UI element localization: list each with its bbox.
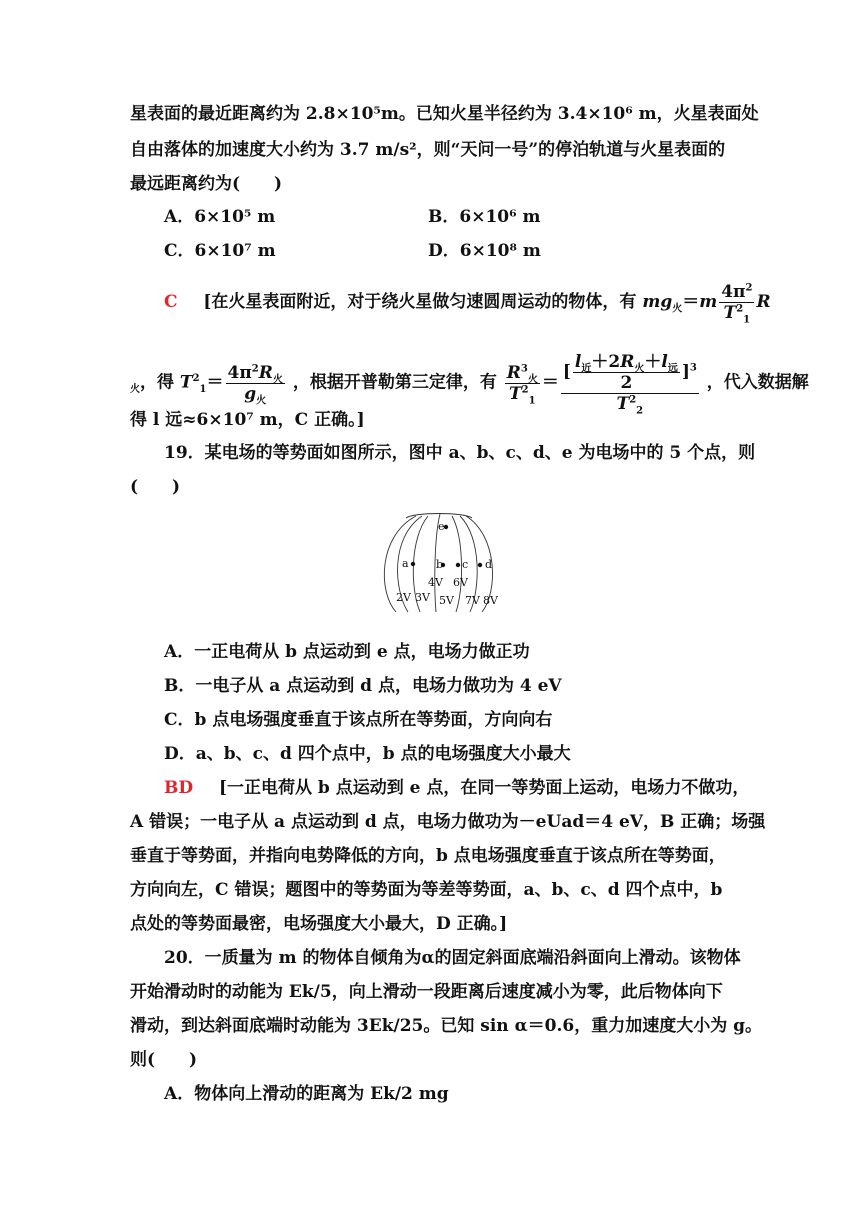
label-2v: 2V [396,591,411,604]
q20-stem-line-3: 滑动，到达斜面底端时动能为 3Ek/25。已知 sin α＝0.6，重力加速度大小为 g。 [130,1016,763,1036]
q19-explanation-line-2: A 错误；一电子从 a 点运动到 d 点，电场力做功为－eUad＝4 eV，B 正确；场强 [130,812,766,832]
q18-option-b: B．6×10⁶ m [428,207,541,227]
q18-explanation-line-2: $_火$，得 $T^2_1=$ $\frac{4\pi^2R_火}{g_火}$ ，根据开普勒第三定律，有 $\frac{R^3_火}{T^2_1}$ ＝ [ $\frac{l_近+2R_火+l_远}{2}$ ]$^3$ $T^2_2$ ，代入数据解 [130,352,809,417]
point-d [478,563,482,567]
q19-option-d: D．a、b、c、d 四个点中，b 点的电场强度大小最大 [164,744,571,764]
q18-explanation-text-1: [在火星表面附近，对于绕火星做匀速圆周运动的物体，有 [203,292,637,312]
q18-answer: C [164,292,178,312]
q19-option-c: C．b 点电场强度垂直于该点所在等势面，方向向右 [164,710,553,730]
q18-explanation-text-2c: ，代入数据解 [706,372,809,393]
label-a: a [402,557,409,570]
q20-stem-line-4: 则( ) [130,1050,198,1070]
label-d: d [485,558,493,571]
q18-explanation-line-1: C [在火星表面附近，对于绕火星做匀速圆周运动的物体，有 $mg_火=m$ $\frac{4\pi^2}{T^2_1}$ R [164,282,771,326]
q18-explanation-line-3: 得 l 远≈6×10⁷ m，C 正确。] [130,410,365,430]
q19-explanation-line-4: 方向向左，C 错误；题图中的等势面为等差等势面，a、b、c、d 四个点中，b [130,880,723,900]
q20-stem-line-1: 20．一质量为 m 的物体自倾角为α的固定斜面底端沿斜面向上滑动。该物体 [164,948,741,968]
q18-line-1: 星表面的最近距离约为 2.8×10⁵m。已知火星半径约为 3.4×10⁶ m，火星表面处 [130,104,759,124]
q19-stem-line-1: 19．某电场的等势面如图所示，图中 a、b、c、d、e 为电场中的 5 个点，则 [164,443,756,463]
q19-explanation-line-3: 垂直于等势面，并指向电势降低的方向，b 点电场强度垂直于该点所在等势面， [130,846,726,866]
q20-option-a: A．物体向上滑动的距离为 Ek/2 mg [164,1084,449,1104]
label-c: c [462,558,469,571]
q19-stem-line-2: ( ) [130,477,181,497]
q18-option-d: D．6×10⁸ m [428,241,541,261]
q19-answer: BD [164,778,194,798]
q19-explanation-text-1: [一正电荷从 b 点运动到 e 点，在同一等势面上运动，电场力不做功， [218,778,750,798]
q19-explanation-line-5: 点处的等势面最密，电场强度大小最大，D 正确。] [130,914,508,934]
label-6v: 6V [453,576,468,589]
label-7v: 7V [465,594,480,607]
point-c [456,563,460,567]
q18-line-2: 自由落体的加速度大小约为 3.7 m/s²，则“天问一号”的停泊轨道与火星表面的 [130,140,726,160]
label-e: e [438,520,445,533]
q19-option-b: B．一电子从 a 点运动到 d 点，电场力做功为 4 eV [164,676,562,696]
point-a [411,562,415,566]
label-4v: 4V [428,576,443,589]
q19-explanation-line-1 [164,776,749,800]
q18-option-c: C．6×10⁷ m [164,241,276,261]
label-3v: 3V [415,591,430,604]
q18-line-3: 最远距离约为( ) [130,174,283,194]
q20-stem-line-2: 开始滑动时的动能为 Ek/5，向上滑动一段距离后速度减小为零，此后物体向下 [130,982,723,1002]
q19-option-a: A．一正电荷从 b 点运动到 e 点，电场力做正功 [164,642,530,662]
q18-option-a: A．6×10⁵ m [164,207,276,227]
q18-explanation-text-2b: ，根据开普勒第三定律，有 [292,372,497,393]
label-b: b [436,558,444,571]
label-8v: 8V [483,594,498,607]
q18-formula-gravity: mg [642,292,673,312]
label-5v: 5V [439,594,454,607]
equipotential-figure [376,508,502,620]
q18-explanation-text-2a: ，得 [140,372,174,393]
